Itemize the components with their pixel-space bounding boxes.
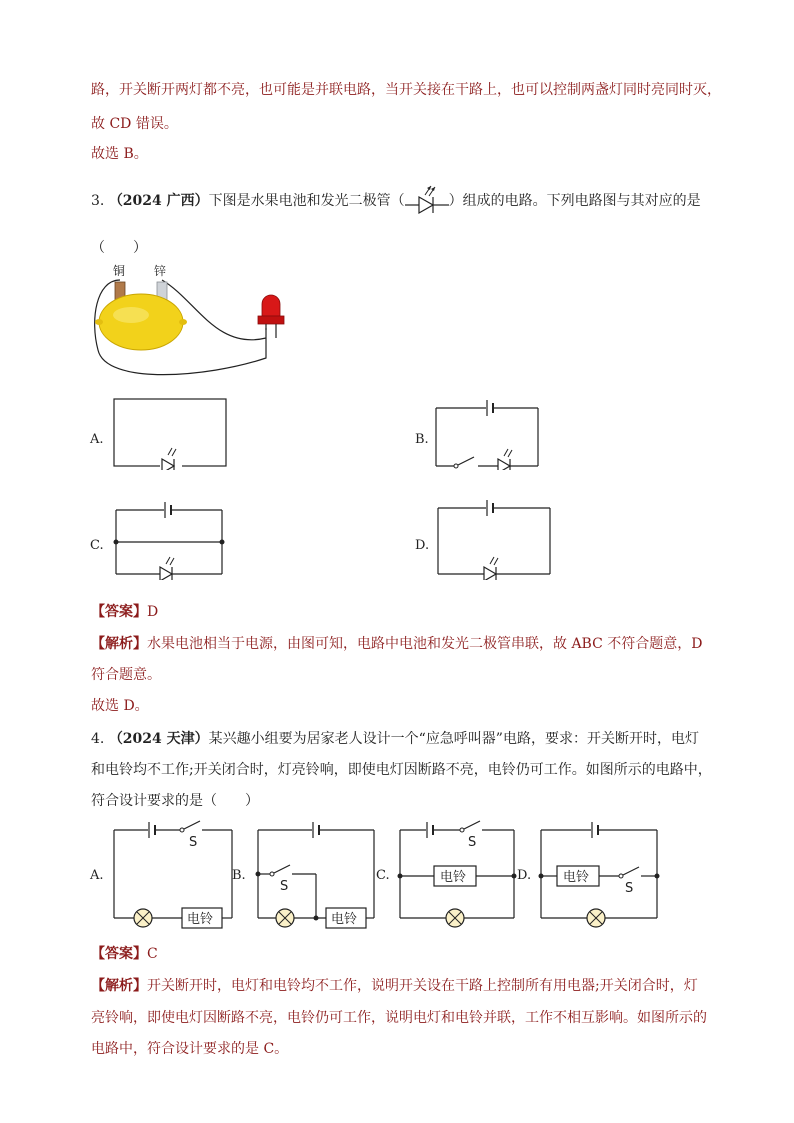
text-choose-b: 故选 B。 [91,146,148,162]
q4-circuit-b[interactable] [254,818,380,936]
switch-label-c: S [468,835,477,850]
bell-label-a: 电铃 [187,912,214,927]
red-led-icon [258,295,284,338]
q3-answer [91,602,158,622]
q3-source: （2024 广西） [108,193,209,209]
q3-answer-tag: 【答案】 [91,604,147,620]
q4-option-c-label: C. [376,868,390,883]
q3-analysis-line2: 符合题意。 [91,667,161,683]
lamp-icon-c [446,909,464,927]
q3-circuit-c[interactable] [110,498,230,580]
switch-label-a: S [189,835,198,850]
q3-paren: （ ） [91,240,147,256]
bell-label-d: 电铃 [563,870,590,885]
q3-circuit-a[interactable] [110,395,230,470]
q3-circuit-d[interactable] [434,498,554,580]
lamp-icon-b [276,909,294,927]
q3-analysis-tag: 【解析】 [91,636,147,652]
q3-circuit-b[interactable] [432,398,542,470]
switch-pivot-b [454,464,458,468]
switch-label-d: S [625,881,634,896]
q4-answer [91,944,158,964]
q4-circuit-a[interactable] [110,818,236,936]
q3-number: 3. [91,193,105,209]
q3-answer-value: D [147,604,159,620]
switch-blade-b [458,457,474,465]
bell-label-b: 电铃 [331,912,358,927]
label-copper: 铜 [113,264,126,278]
led-symbol-a [160,448,182,470]
text-continuation-line1: 路，开关断开两灯都不亮，也可能是并联电路，当开关接在干路上，也可以控制两盏灯同时亮同时灭， [91,82,721,98]
q4-option-a-label: A. [90,868,104,883]
q4-stem-line2: 和电铃均不工作;开关闭合时，灯亮铃响，即使电灯因断路不亮，电铃仍可工作。如图所示的电路中， [91,762,712,778]
label-zinc: 锌 [154,264,167,278]
q4-answer-tag: 【答案】 [91,946,147,962]
q4-analysis-line2: 亮铃响，即使电灯因断路不亮，电铃仍可工作，说明电灯和电铃并联，工作不相互影响。如图所示的 [91,1010,707,1026]
q4-stem-line3: 符合设计要求的是（ ） [91,793,259,809]
q3-analysis-line1: 【解析】水果电池相当于电源，由图可知，电路中电池和发光二极管串联，故 ABC 不符合题意，D [91,636,703,652]
led-symbol-inline [405,191,449,211]
q3-choose: 故选 D。 [91,698,149,714]
lamp-icon-d [587,909,605,927]
q4-stem-line1: 4. （2024 天津）某兴趣小组要为居家老人设计一个“应急呼叫器”电路，要求：开关断开时，电灯 [91,731,699,747]
q4-analysis-line3: 电路中，符合设计要求的是 C。 [91,1041,289,1057]
q4-source: （2024 天津） [108,731,209,747]
q3-stem-a: 下图是水果电池和发光二极管（ [208,193,405,209]
q3-option-a-label: A. [90,432,104,447]
lamp-icon-a [134,909,152,927]
q4-answer-value: C [147,946,158,962]
q4-circuit-d[interactable] [537,818,663,936]
lemon-icon [99,294,183,350]
bell-label-c: 电铃 [440,870,467,885]
q4-option-d-label: D. [517,868,532,883]
q4-analysis-line1: 【解析】开关断开时，电灯和电铃均不工作，说明开关设在干路上控制所有用电器;开关闭合时，灯 [91,978,698,994]
q4-analysis-tag: 【解析】 [91,978,147,994]
q3-stem [91,191,701,211]
q4-number: 4. [91,731,105,747]
q3-option-c-label: C. [90,538,104,553]
led-symbol-icon [405,183,449,217]
q3-stem-b: ）组成的电路。下列电路图与其对应的是 [448,193,701,209]
q4-circuit-c[interactable] [396,818,522,936]
q3-option-d-label: D. [415,538,430,553]
q4-option-b-label: B. [232,868,246,883]
q3-option-b-label: B. [415,432,429,447]
text-continuation-line2: 故 CD 错误。 [91,116,178,132]
switch-label-b: S [280,879,289,894]
